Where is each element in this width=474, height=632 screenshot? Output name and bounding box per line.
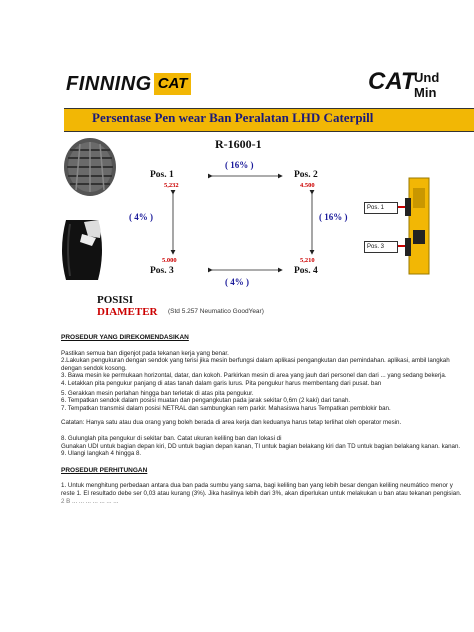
model-label: R-1600-1: [215, 137, 262, 151]
step-8b: Gunakan UDI untuk bagian depan kiri, DD untuk bagian depan kanan, TI untuk bagian belakang kiri dan TD untuk bagian belakang kanan. kanan.: [61, 442, 461, 450]
cat-side-line1: Und: [414, 70, 440, 85]
note: Catatan: Hanya satu atau dua orang yang boleh berada di area kerja dan keduanya harus tetap terlihat oleh operator mesin.: [61, 419, 402, 427]
pos2-value: 4.500: [300, 182, 315, 189]
pos3-value: 5.000: [162, 257, 177, 264]
heading-calculation: PROSEDUR PERHITUNGAN: [61, 466, 148, 474]
step-2: 2.Lakukan pengukuran dengan sendok yang terisi jika mesin berfungsi dalam aplikasi pengangkutan dan pemindahan. aplikasi, ambil langkah dengan sendok kosong.: [61, 357, 450, 372]
loader-pos3-tag: Pos. 3: [364, 241, 398, 253]
loader-topview-image: [355, 174, 435, 278]
pct-bottom: ( 4% ): [225, 277, 249, 287]
step-5: 5. Gerakkan mesin perlahan hingga ban terletak di atas pita pengukur.: [61, 389, 254, 397]
calc-step-2: 2 B ... ... ... ... ... ... ...: [61, 497, 119, 505]
pct-top: ( 16% ): [225, 160, 254, 170]
standard-note: (Std 5.257 Neumatico GoodYear): [168, 308, 264, 315]
pos4-label: Pos. 4: [294, 266, 318, 276]
pos1-value: 5,232: [164, 182, 179, 189]
procedure-section: [61, 334, 465, 505]
step-4: 4. Letakkan pita pengukur panjang di atas tanah dalam garis lurus. Pita pengukur harus membentang dari pusat. ban: [61, 379, 382, 387]
diameter-label: DIAMETER: [97, 306, 158, 318]
step-3: 3. Bawa mesin ke permukaan horizontal, datar, dan kokoh. Parkirkan mesin di area yang jauh dari personel dan dari ... yang sedang bekerja.: [61, 372, 447, 380]
loader-pos1-tag: Pos. 1: [364, 202, 398, 214]
step-7: 7. Tempatkan transmisi dalam posisi NETRAL dan sambungkan rem parkir. Mahasiswa harus Tempatkan pemblokir ban.: [61, 404, 391, 412]
step-6: 6. Tempatkan sendok dalam posisi muatan dan pengangkutan pada jarak sekitar 0,6m (2 kaki) dari tanah.: [61, 397, 351, 405]
cat-brand-text: CAT: [368, 68, 416, 95]
cat-badge: CAT: [154, 73, 192, 95]
pos3-label: Pos. 3: [150, 266, 174, 276]
page-title: Persentase Pen wear Ban Peralatan LHD Caterpill: [92, 110, 374, 125]
pos2-label: Pos. 2: [294, 170, 318, 180]
pct-right: ( 16% ): [319, 212, 348, 222]
step-1: Pastikan semua ban digenjot pada tekanan kerja yang benar.: [61, 349, 229, 357]
heading-recommended: PROSEDUR YANG DIREKOMENDASIKAN: [61, 334, 189, 341]
calc-step-1: 1. Untuk menghitung perbedaan antara dua ban pada sumbu yang sama, bagi keliling ban yang lebih besar dengan keliling neumático menor y reste 1. El resultado debe ser 0,03 atau kurang (3%). Jika hasilnya lebih dari 3%, akan diperlukan untuk melakukan u ban atau tekanan pengisian.: [61, 482, 462, 497]
pos1-label: Pos. 1: [150, 170, 174, 180]
step-9: 9. Ulangi langkah 4 hingga 8.: [61, 450, 142, 458]
pos4-value: 5,210: [300, 257, 315, 264]
pct-left: ( 4% ): [129, 212, 153, 222]
posisi-label: POSISI: [97, 294, 134, 306]
finning-wordmark: FINNING: [66, 72, 152, 95]
cat-side-line2: Min: [414, 85, 437, 100]
step-8: 8. Gulunglah pita pengukur di sekitar ban. Catat ukuran keliling ban dan lokasi di: [61, 434, 282, 442]
